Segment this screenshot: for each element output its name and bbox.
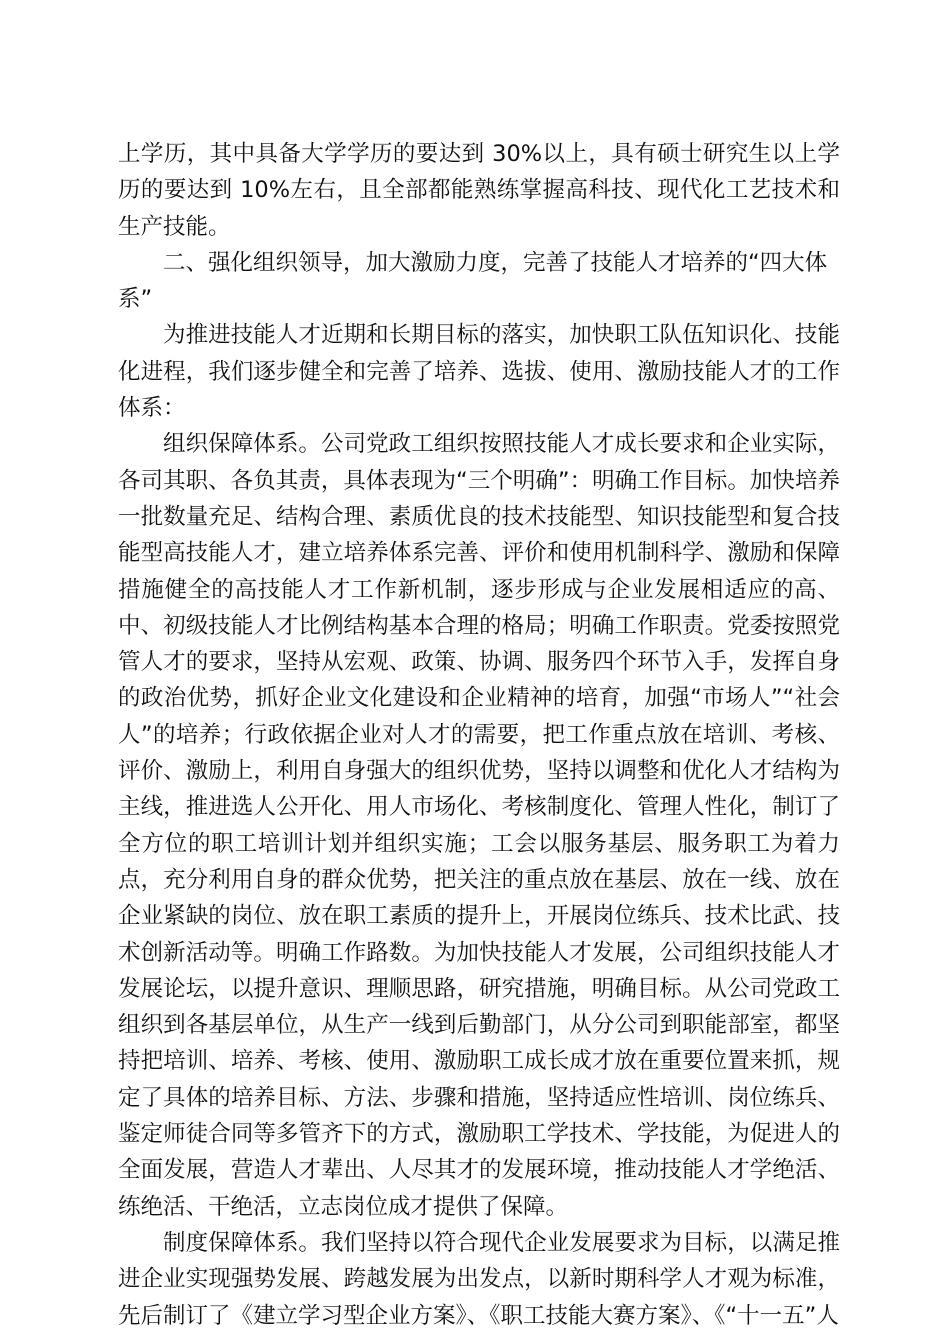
section-heading-four-systems: 二、强化组织领导，加大激励力度，完善了技能人才培养的“四大体系” xyxy=(118,249,828,313)
document-body xyxy=(118,136,840,1334)
paragraph-institution-guarantee: 制度保障体系。我们坚持以符合现代企业发展要求为目标，以满足推进企业实现强势发展、跨越发展为出发点，以新时期科学人才观为标准，先后制订了《建立学习型企业方案》、《职工技能大赛方案》、《“十一五”人 xyxy=(118,1229,840,1329)
paragraph-education-targets: 上学历，其中具备大学学历的要达到 30%以上，具有硕士研究生以上学历的要达到 10%左右，且全部都能熟练掌握高科技、现代化工艺技术和生产技能。 xyxy=(118,141,840,240)
paragraph-work-system-intro: 为推进技能人才近期和长期目标的落实，加快职工队伍知识化、技能化进程，我们逐步健全和完善了培养、选拔、使用、激励技能人才的工作体系： xyxy=(118,322,840,422)
paragraph-organization-guarantee: 组织保障体系。公司党政工组织按照技能人才成长要求和企业实际，各司其职、各负其责，具体表现为“三个明确”：明确工作目标。加快培养一批数量充足、结构合理、素质优良的技术技能型、知识技能型和复合技能型高技能人才，建立培养体系完善、评价和使用机制科学、激励和保障措施健全的高技能人才工作新机制，逐步形成与企业发展相适应的高、中、初级技能人才比例结构基本合理的格局；明确工作职责。党委按照党管人才的要求，坚持从宏观、政策、协调、服务四个环节入手，发挥自身的政治优势，抓好企业文化建设和企业精神的培育，加强“市场人”“社会人”的培养；行政依据企业对人才的需要，把工作重点放在培训、考核、评价、激励上，利用自身强大的组织优势，坚持以调整和优化人才结构为主线，推进选人公开化、用人市场化、考核制度化、管理人性化，制订了全方位的职工培训计划并组织实施；工会以服务基层、服务职工为着力点，充分利用自身的群众优势，把关注的重点放在基层、放在一线、放在企业紧缺的岗位、放在职工素质的提升上，开展岗位练兵、技术比武、技术创新活动等。明确工作路数。为加快技能人才发展，公司组织技能人才发展论坛，以提升意识、理顺思路，研究措施，明确目标。从公司党政工组织到各基层单位，从生产一线到后勤部门，从分公司到职能部室，都坚持把培训、培养、考核、使用、激励职工成长成才放在重要位置来抓，规定了具体的培养目标、方法、步骤和措施，坚持适应性培训、岗位练兵、鉴定师徒合同等多管齐下的方式，激励职工学技术、学技能，为促进人的全面发展，营造人才辈出、人尽其才的发展环境，推动技能人才学绝活、练绝活、干绝活，立志岗位成才提供了保障。 xyxy=(118,431,840,1220)
